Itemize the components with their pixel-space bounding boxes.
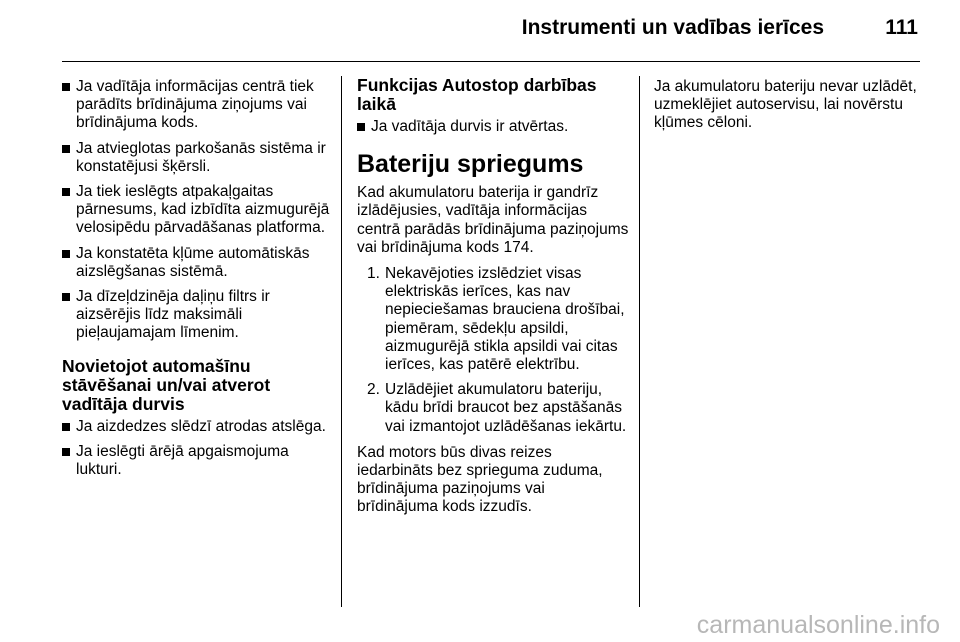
square-bullet-icon: [357, 123, 365, 131]
list-item: Ja aizdedzes slēdzī atrodas atslēga.: [62, 418, 332, 436]
list-item: Ja konstatēta kļūme automātiskās aizslēgšanas sistēmā.: [62, 245, 332, 281]
square-bullet-icon: [62, 293, 70, 301]
list-item: Ja vadītāja durvis ir atvērtas.: [357, 118, 629, 136]
step-item: 1. Nekavējoties izslēdziet visas elektriskās ierīces, kas nav nepieciešamas brauciena drošībai, piemēram, sēdekļu apsildi, aizmugurējā stikla apsildi vai citas ierīces, kas patērē elektrību.: [367, 265, 625, 374]
subheading-autostop: Funkcijas Autostop darbības laikā: [357, 75, 597, 114]
service-paragraph: Ja akumulatoru bateriju nevar uzlādēt, uzmeklējiet autoservisu, lai novērstu kļūmes cēloni.: [654, 78, 917, 132]
list-item: Ja dīzeļdzinēja daļiņu filtrs ir aizsērējis līdz maksimāli pieļaujamajam līmenim.: [62, 288, 332, 343]
steps-list: [357, 265, 629, 436]
column-divider-1: [341, 76, 342, 607]
header-title: Instrumenti un vadības ierīces: [521, 16, 824, 39]
column-1: [62, 78, 332, 486]
square-bullet-icon: [62, 83, 70, 91]
column-3: [654, 78, 924, 141]
battery-intro: Kad akumulatoru baterija ir gandrīz izlādējusies, vadītāja informācijas centrā parādās brīdinājuma paziņojums vai brīdinājuma kods 174.: [357, 184, 629, 256]
square-bullet-icon: [62, 423, 70, 431]
list-item: Ja atvieglotas parkošanās sistēma ir konstatējusi šķērsli.: [62, 140, 332, 176]
column-2: [357, 76, 629, 525]
square-bullet-icon: [62, 250, 70, 258]
column-divider-2: [639, 76, 640, 607]
header-rule: [62, 61, 920, 62]
list-item: Ja vadītāja informācijas centrā tiek parādīts brīdinājuma ziņojums vai brīdinājuma kods.: [62, 78, 332, 133]
subheading-parking: Novietojot automašīnu stāvēšanai un/vai atverot vadītāja durvis: [62, 355, 271, 414]
bullet-list-autostop: [357, 118, 629, 136]
square-bullet-icon: [62, 145, 70, 153]
battery-outro: Kad motors būs divas reizes iedarbināts bez sprieguma zuduma, brīdinājuma paziņojums vai brīdinājuma kods izzudīs.: [357, 443, 603, 516]
list-item: Ja ieslēgti ārējā apgaismojuma lukturi.: [62, 443, 332, 479]
square-bullet-icon: [62, 188, 70, 196]
square-bullet-icon: [62, 448, 70, 456]
section-heading-battery: Bateriju spriegums: [357, 150, 584, 179]
step-item: 2. Uzlādējiet akumulatoru bateriju, kādu brīdi braucot bez apstāšanās vai izmantojot uzlādēšanas iekārtu.: [367, 381, 627, 435]
bullet-list-top: [62, 78, 332, 343]
list-item: Ja tiek ieslēgts atpakaļgaitas pārnesums, kad izbīdīta aizmugurējā velosipēdu pārvadāšanas platforma.: [62, 183, 332, 238]
page-number: 111: [885, 16, 918, 39]
watermark: carmanualsonline.info: [696, 611, 940, 639]
bullet-list-bottom: [62, 418, 332, 480]
